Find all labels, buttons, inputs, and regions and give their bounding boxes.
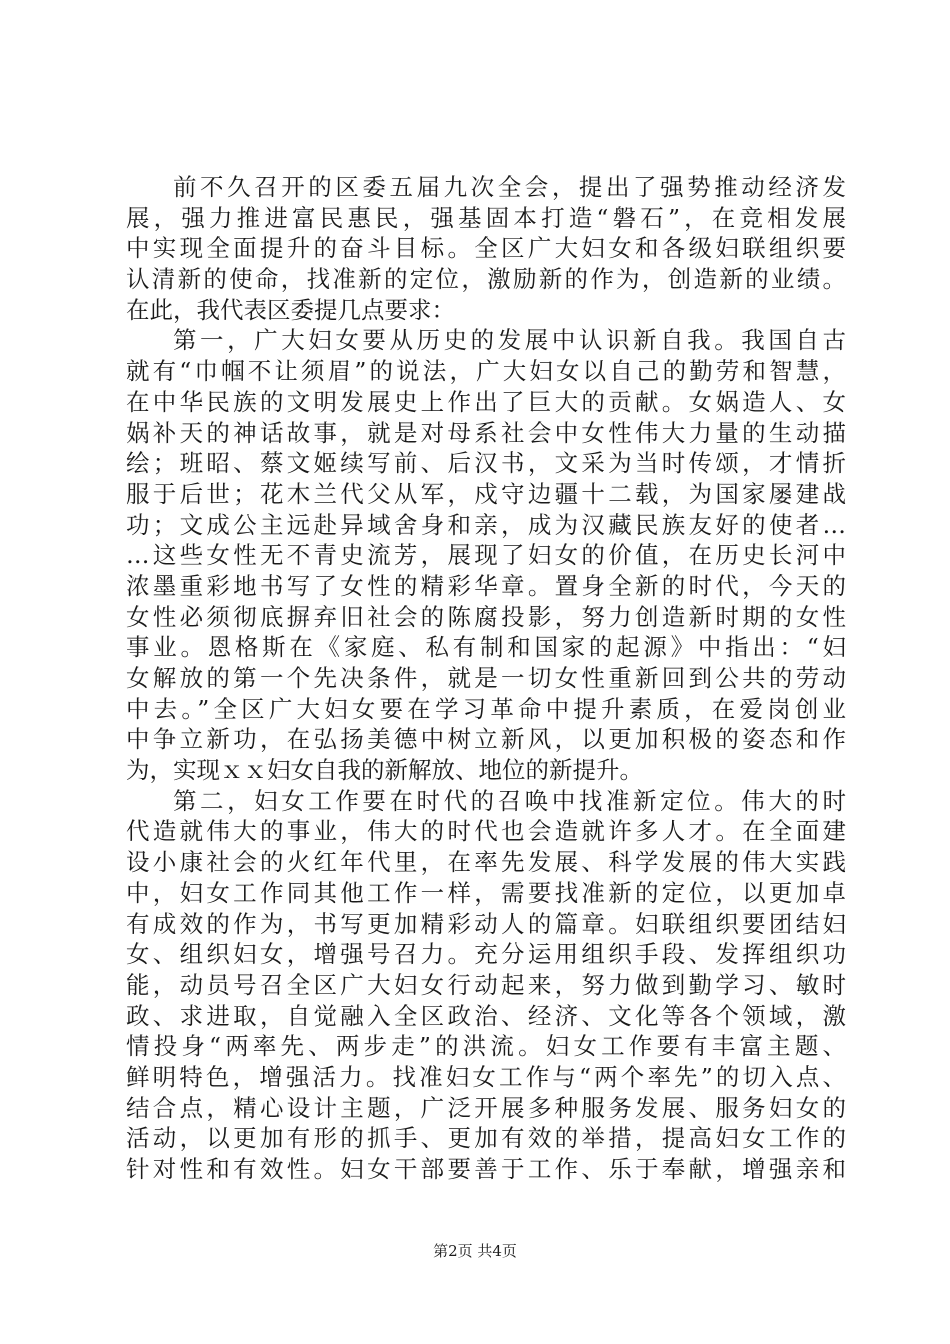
text-line: 中实现全面提升的奋斗目标。全区广大妇女和各级妇联组织要 [126, 234, 846, 263]
text-line: 结合点，精心设计主题，广泛开展多种服务发展、服务妇女的 [126, 1093, 846, 1122]
text-line: 情投身“两率先、两步走”的洪流。妇女工作要有丰富主题、 [126, 1032, 846, 1061]
text-line: 有成效的作为，书写更加精彩动人的篇章。妇联组织要团结妇 [126, 909, 846, 938]
text-line: 中去。”全区广大妇女要在学习革命中提升素质，在爱岗创业 [126, 694, 846, 723]
text-line: 第一，广大妇女要从历史的发展中认识新自我。我国自古 [173, 326, 846, 355]
text-line: 前不久召开的区委五届九次全会，提出了强势推动经济发 [173, 173, 846, 201]
text-line: 女、组织妇女，增强号召力。充分运用组织手段、发挥组织功 [126, 940, 846, 969]
page-footer: 第2页 共4页 [433, 1242, 517, 1260]
text-line: 政、求进取，自觉融入全区政治、经济、文化等各个领域，激 [126, 1001, 846, 1030]
text-line: 浓墨重彩地书写了女性的精彩华章。置身全新的时代，今天的 [126, 571, 846, 600]
text-line: 第二，妇女工作要在时代的召唤中找准新定位。伟大的时 [173, 786, 846, 815]
text-line: 女性必须彻底摒弃旧社会的陈腐投影，努力创造新时期的女性 [126, 602, 846, 631]
text-line: 能，动员号召全区广大妇女行动起来，努力做到勤学习、敏时 [126, 970, 846, 999]
text-line: 设小康社会的火红年代里，在率先发展、科学发展的伟大实践 [126, 848, 846, 877]
text-line: 娲补天的神话故事，就是对母系社会中女性伟大力量的生动描 [126, 418, 846, 447]
text-line: 为，实现ｘｘ妇女自我的新解放、地位的新提升。 [126, 756, 643, 785]
text-line: 事业。恩格斯在《家庭、私有制和国家的起源》中指出：“妇 [126, 633, 846, 662]
text-line: 绘；班昭、蔡文姬续写前、后汉书，文采为当时传颂，才情折 [126, 449, 846, 478]
text-line: 鲜明特色，增强活力。找准妇女工作与“两个率先”的切入点、 [126, 1062, 846, 1091]
text-line: 认清新的使命，找准新的定位，激励新的作为，创造新的业绩。 [126, 265, 846, 294]
text-line: …这些女性无不青史流芳，展现了妇女的价值，在历史长河中 [126, 541, 846, 570]
text-line: 女解放的第一个先决条件，就是一切女性重新回到公共的劳动 [126, 664, 846, 692]
text-line: 针对性和有效性。妇女干部要善于工作、乐于奉献，增强亲和 [126, 1155, 846, 1183]
text-line: 代造就伟大的事业，伟大的时代也会造就许多人才。在全面建 [126, 817, 846, 846]
text-line: 中，妇女工作同其他工作一样，需要找准新的定位，以更加卓 [126, 878, 846, 907]
text-line: 就有“巾帼不让须眉”的说法，广大妇女以自己的勤劳和智慧， [126, 357, 846, 386]
text-line: 服于后世；花木兰代父从军，戍守边疆十二载，为国家屡建战 [126, 479, 846, 508]
text-line: 中争立新功，在弘扬美德中树立新风，以更加积极的姿态和作 [126, 725, 846, 754]
text-line: 在中华民族的文明发展史上作出了巨大的贡献。女娲造人、女 [126, 387, 846, 416]
text-line: 展，强力推进富民惠民，强基固本打造“磐石”，在竞相发展 [126, 203, 846, 232]
text-line: 活动，以更加有形的抓手、更加有效的举措，提高妇女工作的 [126, 1124, 846, 1153]
text-line: 在此，我代表区委提几点要求： [126, 295, 455, 324]
text-line: 功；文成公主远赴异域舍身和亲，成为汉藏民族友好的使者… [126, 510, 846, 539]
body-text [126, 172, 846, 1185]
